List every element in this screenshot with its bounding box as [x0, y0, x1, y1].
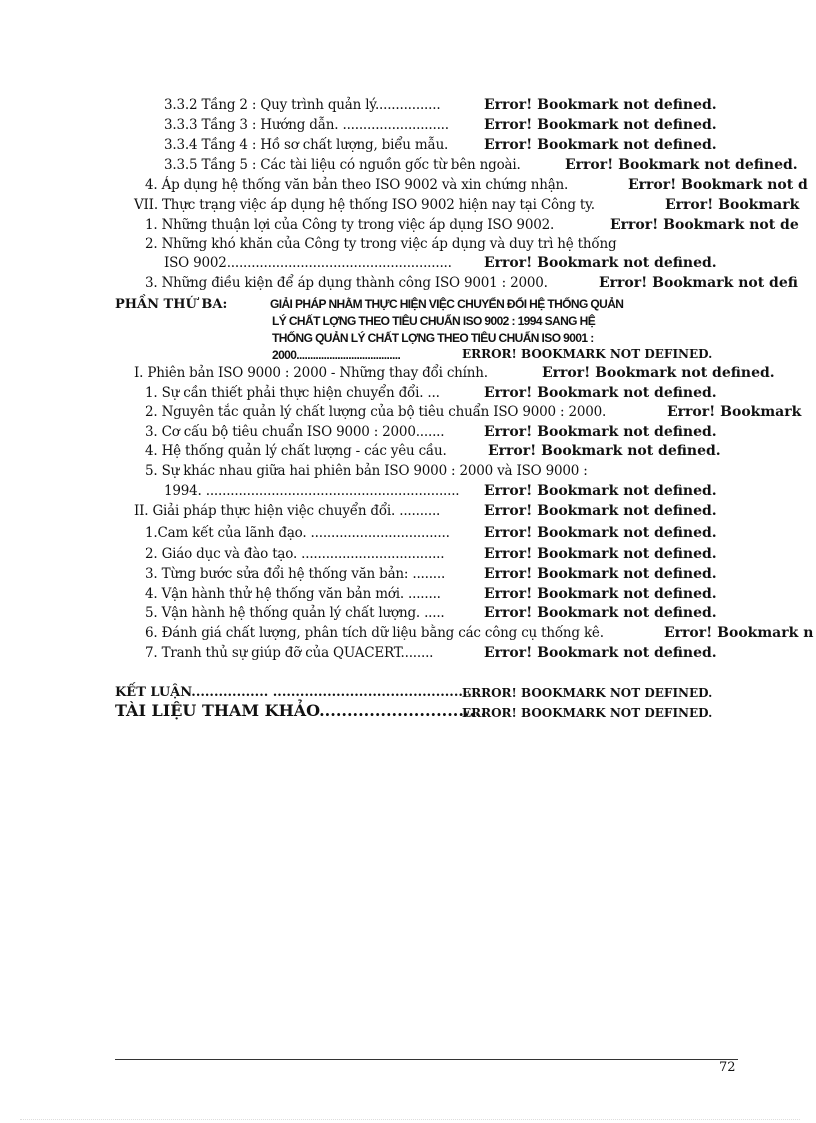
references-error: ERROR! BOOKMARK NOT DEFINED.: [462, 706, 713, 720]
toc-entry[interactable]: [145, 462, 588, 480]
toc-entry[interactable]: [145, 442, 447, 460]
toc-entry-error: Error! Bookmark not defined.: [484, 255, 717, 271]
toc-entry-text: 2. Nguyên tắc quản lý chất lượng của bộ tiêu chuẩn ISO 9000 : 2000.: [145, 404, 607, 420]
toc-entry-error: Error! Bookmark not defined.: [484, 546, 717, 562]
toc-entry[interactable]: [145, 216, 554, 234]
conclusion-entry[interactable]: KẾT LUẬN................. ..............................................: [115, 685, 481, 700]
toc-entry[interactable]: [145, 235, 616, 253]
toc-entry-error: Error! Bookmark not defi: [599, 275, 798, 291]
toc-entry-error: Error! Bookmark not defined.: [484, 97, 717, 113]
toc-entry-text: 4. Hệ thống quản lý chất lượng - các yêu cầu.: [145, 443, 447, 459]
part3-error: ERROR! BOOKMARK NOT DEFINED.: [462, 347, 713, 361]
toc-entry-text: 1.Cam kết của lãnh đạo. ..................................: [145, 525, 450, 541]
toc-entry[interactable]: [145, 585, 441, 603]
toc-entry-text: 3. Từng bước sửa đổi hệ thống văn bản: ........: [145, 566, 446, 582]
toc-entry[interactable]: [164, 136, 448, 154]
toc-entry-text: 1994. ..............................................................: [164, 483, 460, 499]
toc-entry-error: Error! Bookmark not defined.: [484, 503, 717, 519]
toc-entry-text: 5. Vận hành hệ thống quản lý chất lượng. .....: [145, 605, 445, 621]
toc-entry[interactable]: [145, 545, 444, 563]
toc-entry[interactable]: [145, 176, 568, 194]
toc-entry-text: II. Giải pháp thực hiện việc chuyển đổi. ..........: [134, 503, 441, 519]
toc-entry-error: Error! Bookmark not defined.: [484, 117, 717, 133]
page-bottom-border: [20, 1119, 800, 1120]
page-number: 72: [719, 1060, 736, 1075]
toc-entry-text: 4. Vận hành thử hệ thống văn bản mới. ........: [145, 586, 441, 602]
part3-heading-line[interactable]: LÝ CHẤT LỢNG THEO TIÊU CHUẨN ISO 9002 : 1994 SANG HỆ: [272, 314, 596, 328]
part3-heading-line[interactable]: THỐNG QUẢN LÝ CHẤT LỢNG THEO TIÊU CHUẨN ISO 9001 :: [272, 331, 594, 345]
toc-entry[interactable]: [145, 274, 548, 292]
toc-entry[interactable]: [134, 196, 595, 214]
references-entry[interactable]: TÀI LIỆU THAM KHẢO..............................: [115, 701, 487, 720]
toc-entry-text: I. Phiên bản ISO 9000 : 2000 - Những thay đổi chính.: [134, 365, 488, 381]
toc-entry-error: Error! Bookmark not defined.: [484, 385, 717, 401]
toc-entry-text: 6. Đánh giá chất lượng, phân tích dữ liệu bằng các công cụ thống kê.: [145, 625, 604, 641]
toc-entry-text: 5. Sự khác nhau giữa hai phiên bản ISO 9000 : 2000 và ISO 9000 :: [145, 463, 588, 479]
toc-entry-text: 3.3.3 Tầng 3 : Hướng dẫn. ..........................: [164, 117, 449, 133]
toc-entry-text: 3. Cơ cấu bộ tiêu chuẩn ISO 9000 : 2000.......: [145, 424, 445, 440]
toc-entry-text: 3. Những điều kiện để áp dụng thành công ISO 9001 : 2000.: [145, 275, 548, 291]
toc-entry[interactable]: [134, 364, 488, 382]
toc-entry-text: 3.3.4 Tầng 4 : Hồ sơ chất lượng, biểu mẫu.: [164, 137, 449, 153]
toc-entry[interactable]: [164, 96, 440, 114]
toc-entry-text: 3.3.5 Tầng 5 : Các tài liệu có nguồn gốc từ bên ngoài.: [164, 157, 521, 173]
toc-entry-error: Error! Bookmark: [665, 197, 800, 213]
toc-entry-error: Error! Bookmark not defined.: [484, 137, 717, 153]
toc-entry-error: Error! Bookmark not d: [628, 177, 808, 193]
toc-entry[interactable]: [145, 565, 445, 583]
part3-heading-line[interactable]: 2000......................................: [272, 348, 401, 362]
toc-entry[interactable]: [164, 116, 449, 134]
conclusion-error: ERROR! BOOKMARK NOT DEFINED.: [462, 686, 713, 700]
toc-entry-error: Error! Bookmark not defined.: [484, 645, 717, 661]
toc-entry-error: Error! Bookmark not defined.: [484, 566, 717, 582]
toc-entry-text: 2. Giáo dục và đào tạo. ...................................: [145, 546, 445, 562]
toc-entry-error: Error! Bookmark not defined.: [484, 586, 717, 602]
toc-entry-text: 1. Những thuận lợi của Công ty trong việc áp dụng ISO 9002.: [145, 217, 555, 233]
toc-entry-error: Error! Bookmark not defined.: [488, 443, 721, 459]
toc-entry[interactable]: [145, 624, 604, 642]
toc-entry-text: 2. Những khó khăn của Công ty trong việc áp dụng và duy trì hệ thống: [145, 236, 617, 252]
toc-entry[interactable]: [145, 524, 450, 542]
toc-entry-text: 7. Tranh thủ sự giúp đỡ của QUACERT........: [145, 645, 434, 661]
toc-entry[interactable]: [145, 403, 606, 421]
toc-entry-error: Error! Bookmark not de: [610, 217, 799, 233]
toc-entry-text: ISO 9002.......................................................: [164, 255, 452, 271]
toc-entry-error: Error! Bookmark not defined.: [484, 424, 717, 440]
toc-entry-error: Error! Bookmark: [667, 404, 802, 420]
toc-entry[interactable]: [134, 502, 440, 520]
toc-entry-text: 4. Áp dụng hệ thống văn bản theo ISO 9002 và xin chứng nhận.: [145, 177, 569, 193]
toc-entry[interactable]: [145, 384, 440, 402]
footer-divider: [115, 1059, 738, 1060]
toc-entry[interactable]: [164, 482, 459, 500]
toc-entry-text: 1. Sự cần thiết phải thực hiện chuyển đổi. ...: [145, 385, 440, 401]
toc-entry-error: Error! Bookmark not defined.: [484, 483, 717, 499]
toc-entry[interactable]: [164, 254, 452, 272]
toc-entry-error: Error! Bookmark not defined.: [542, 365, 775, 381]
toc-entry-error: Error! Bookmark not defined.: [484, 605, 717, 621]
part3-label: PHẦN THỨ BA:: [115, 297, 228, 312]
toc-entry-text: VII. Thực trạng việc áp dụng hệ thống ISO 9002 hiện nay tại Công ty.: [134, 197, 595, 213]
toc-entry[interactable]: [145, 423, 444, 441]
toc-entry[interactable]: [145, 604, 445, 622]
toc-entry[interactable]: [145, 644, 433, 662]
toc-entry-text: 3.3.2 Tầng 2 : Quy trình quản lý................: [164, 97, 441, 113]
toc-entry-error: Error! Bookmark not defined.: [565, 157, 798, 173]
toc-entry-error: Error! Bookmark not defined.: [484, 525, 717, 541]
toc-entry-error: Error! Bookmark n: [664, 625, 814, 641]
part3-heading-line[interactable]: GIẢI PHÁP NHẰM THỰC HIỆN VIỆC CHUYỂN ĐỔI HỆ THỐNG QUẢN: [270, 297, 624, 311]
toc-entry[interactable]: [164, 156, 521, 174]
